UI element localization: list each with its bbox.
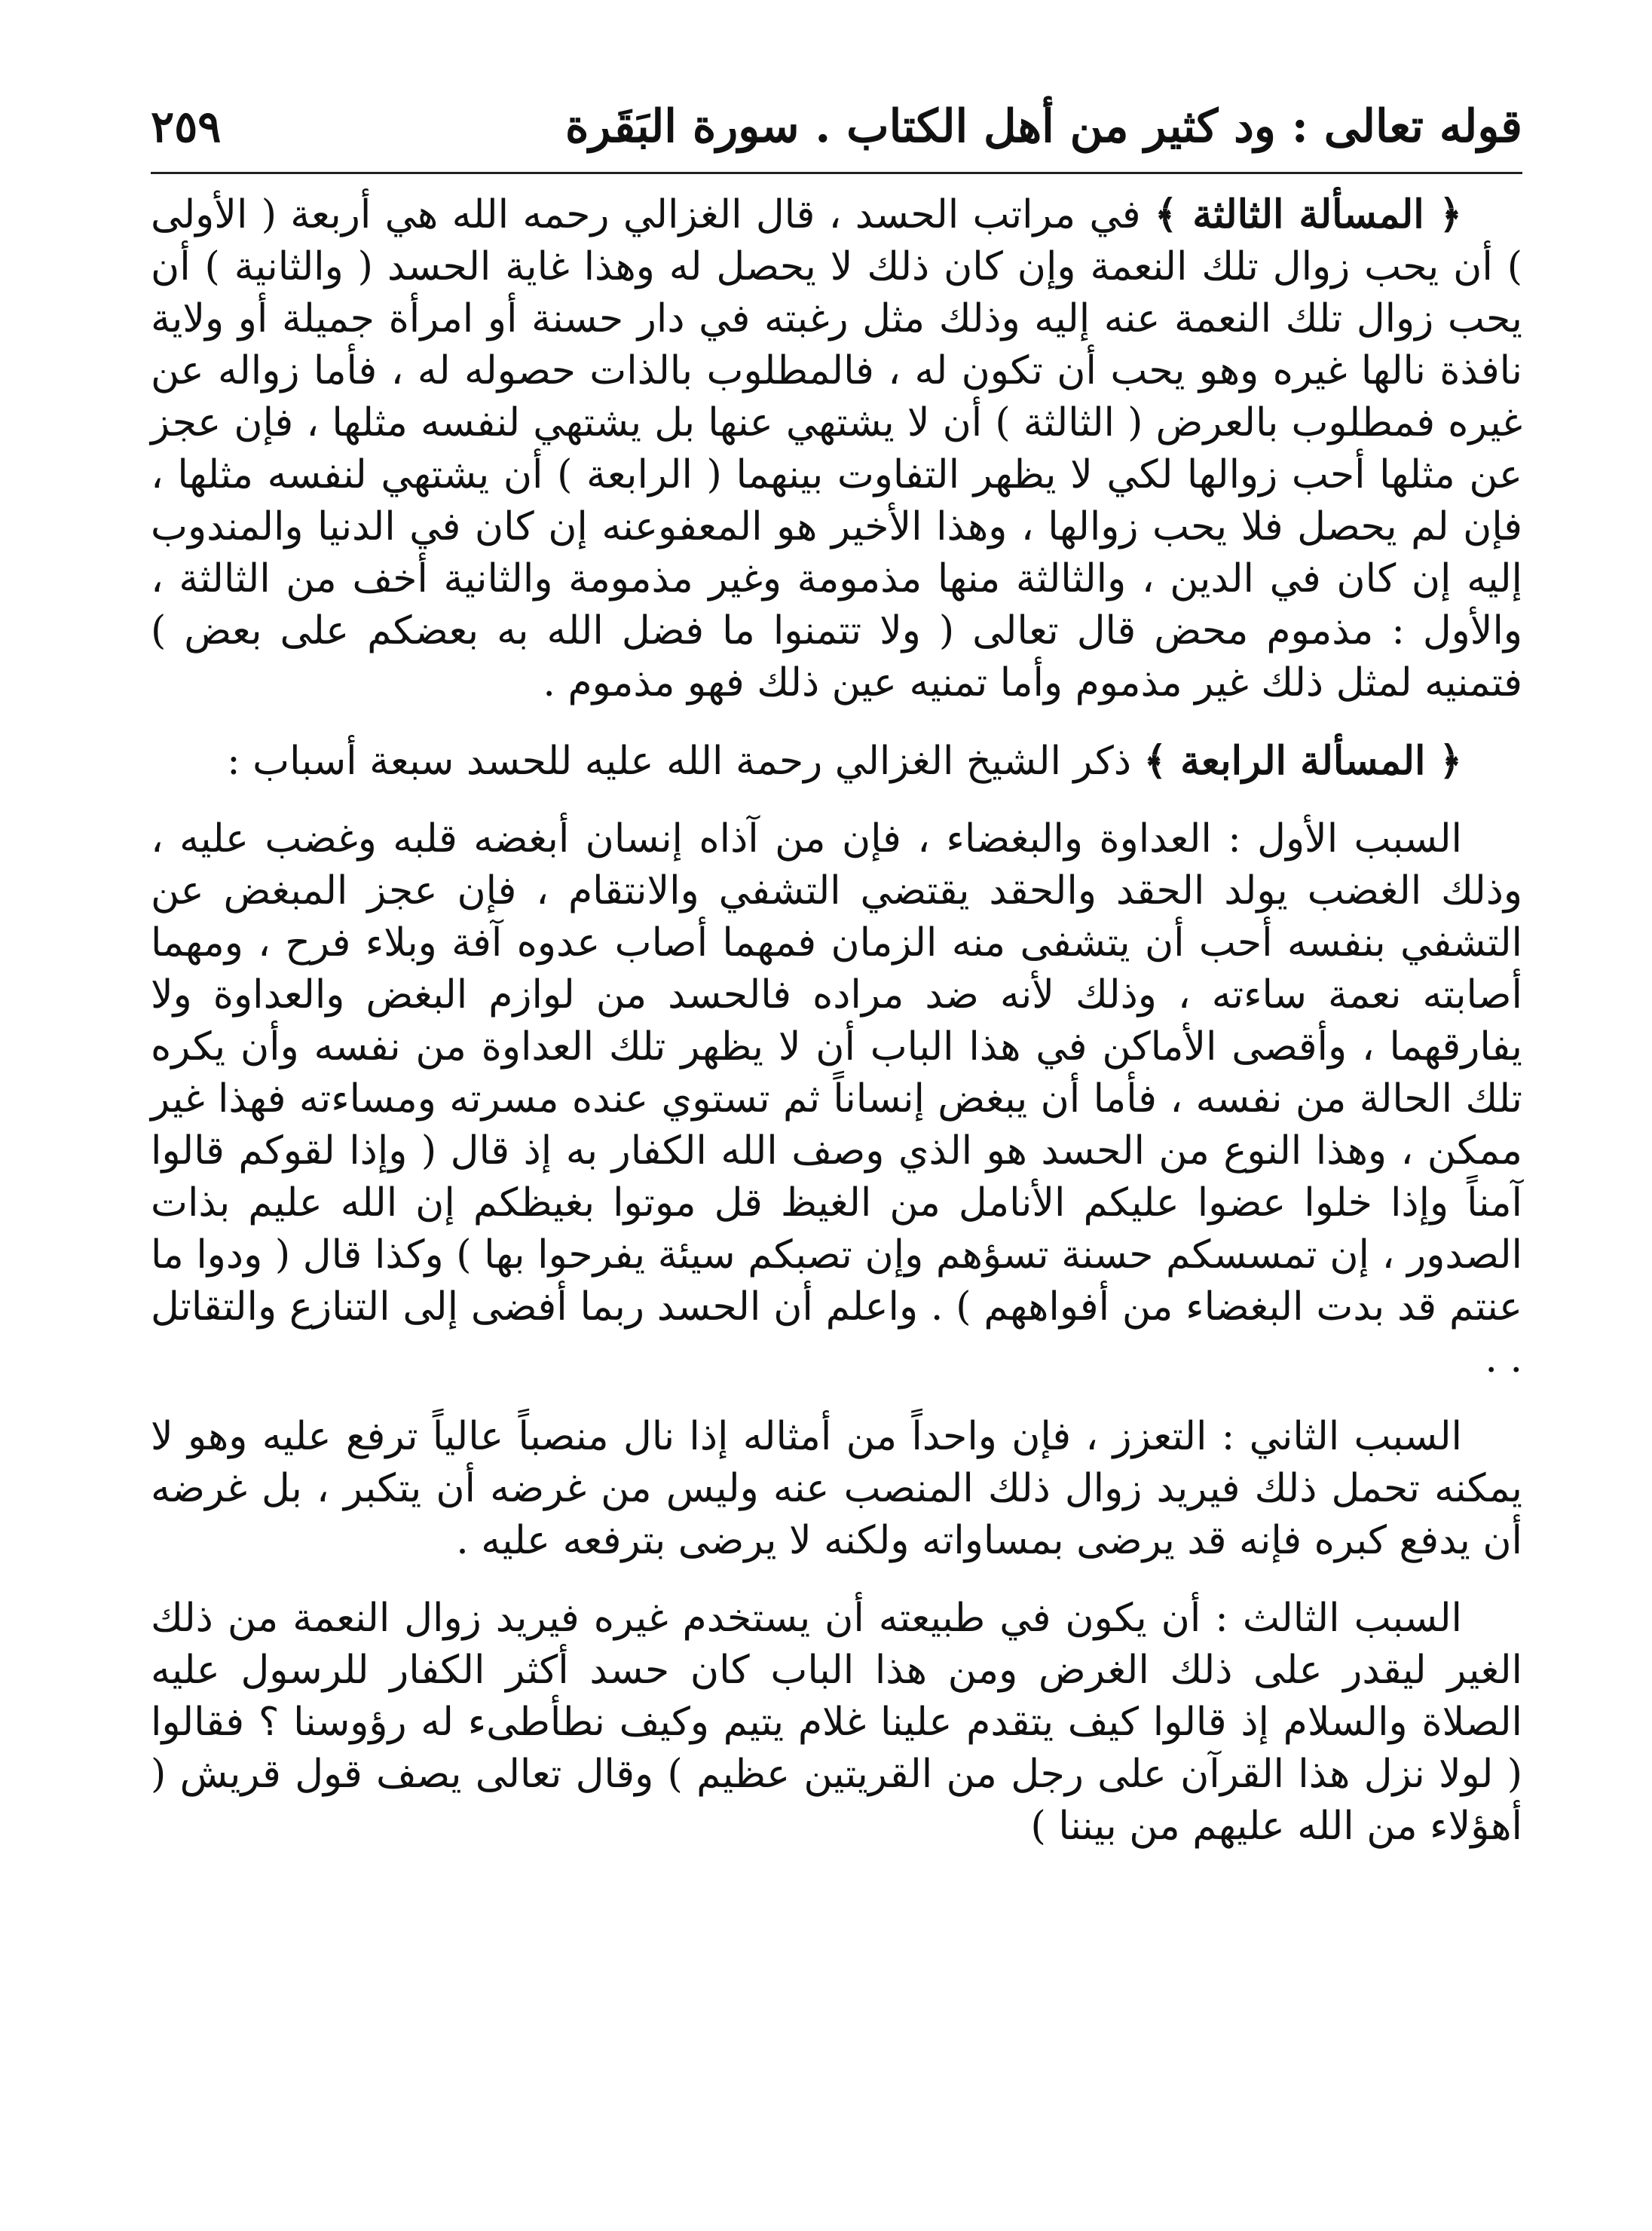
paragraph-text: السبب الثالث : أن يكون في طبيعته أن يستخدم غيره فيريد زوال النعمة من ذلك الغير ليقدر على ذلك الغرض ومن هذا الباب كان حسد أكثر الكفار للرسول عليه الصلاة والسلام إذ قالوا كيف يتقدم علينا غلام يتيم وكيف نطأطىء له رؤوسنا ؟ فقالوا ( لولا نزل هذا القرآن على رجل من القريتين عظيم ) وقال تعالى يصف قول قريش ( أهؤلاء من الله عليهم من بيننا ) bbox=[151, 1596, 1522, 1849]
running-header bbox=[151, 89, 1522, 164]
body-text bbox=[151, 188, 1522, 1853]
paragraph-text: السبب الثاني : التعزز ، فإن واحداً من أمثاله إذا نال منصباً عالياً ترفع عليه وهو لا يمكنه تحمل ذلك فيريد زوال ذلك المنصب عنه وليس من غرضه أن يتكبر ، بل غرضه أن يدفع كبره فإنه قد يرضى بمساواته ولكنه لا يرضى بترفعه عليه . bbox=[151, 1414, 1522, 1563]
paragraph-text: ذكر الشيخ الغزالي رحمة الله عليه للحسد سبعة أسباب : bbox=[227, 739, 1144, 784]
paragraph-issue-four bbox=[151, 735, 1522, 788]
paragraph-cause-one bbox=[151, 813, 1522, 1385]
header-title: قوله تعالى : ود كثير من أهل الكتاب . سورة البَقَرة bbox=[565, 100, 1522, 153]
issue-heading: ﴿ المسألة الثالثة ﴾ bbox=[1154, 191, 1463, 237]
paragraph-text: السبب الأول : العداوة والبغضاء ، فإن من آذاه إنسان أبغضه قلبه وغضب عليه ، وذلك الغضب يولد الحقد والحقد يقتضي التشفي والانتقام ، فإن عجز المبغض عن التشفي بنفسه أحب أن يتشفى منه الزمان فمهما أصاب عدوه آفة وبلاء فرح ، ومهما أصابته نعمة ساءته ، وذلك لأنه ضد مراده فالحسد من لوازم البغض والعداوة ولا يفارقهما ، وأقصى الأماكن في هذا الباب أن لا يظهر تلك العداوة من نفسه وأن يكره تلك الحالة من نفسه ، فأما أن يبغض إنساناً ثم تستوي عنده مسرته ومساءته فهذا غير ممكن ، وهذا النوع من الحسد هو الذي وصف الله الكفار به إذ قال ( وإذا لقوكم قالوا آمناً وإذا خلوا عضوا عليكم الأنامل من الغيظ قل موتوا بغيظكم إن الله عليم بذات الصدور ، إن تمسسكم حسنة تسؤهم وإن تصبكم سيئة يفرحوا بها ) وكذا قال ( ودوا ما عنتم قد بدت البغضاء من أفواههم ) . واعلم أن الحسد ربما أفضى إلى التنازع والتقاتل . . bbox=[151, 816, 1522, 1382]
page-number: ٢٥٩ bbox=[151, 101, 222, 152]
paragraph-issue-three bbox=[151, 188, 1522, 709]
issue-heading: ﴿ المسألة الرابعة ﴾ bbox=[1143, 738, 1462, 784]
header-rule bbox=[151, 172, 1522, 174]
paragraph-text: في مراتب الحسد ، قال الغزالي رحمه الله هي أربعة ( الأولى ) أن يحب زوال تلك النعمة وإن كان ذلك لا يحصل له وهذا غاية الحسد ( والثانية ) أن يحب زوال تلك النعمة عنه إليه وذلك مثل رغبته في دار حسنة أو امرأة جميلة أو ولاية نافذة نالها غيره وهو يحب أن تكون له ، فالمطلوب بالذات حصوله له ، فأما زواله عن غيره فمطلوب بالعرض ( الثالثة ) أن لا يشتهي عنها بل يشتهي لنفسه مثلها ، فإن عجز عن مثلها أحب زوالها لكي لا يظهر التفاوت بينهما ( الرابعة ) أن يشتهي لنفسه مثلها ، فإن لم يحصل فلا يحب زوالها ، وهذا الأخير هو المعفوعنه إن كان في الدنيا والمندوب إليه إن كان في الدين ، والثالثة منها مذمومة وغير مذمومة والثانية أخف من الثالثة ، والأول : مذموم محض قال تعالى ( ولا تتمنوا ما فضل الله به بعضكم على بعض ) فتمنيه لمثل ذلك غير مذموم وأما تمنيه عين ذلك فهو مذموم . bbox=[151, 192, 1522, 705]
paragraph-cause-two bbox=[151, 1411, 1522, 1567]
paragraph-cause-three bbox=[151, 1593, 1522, 1853]
